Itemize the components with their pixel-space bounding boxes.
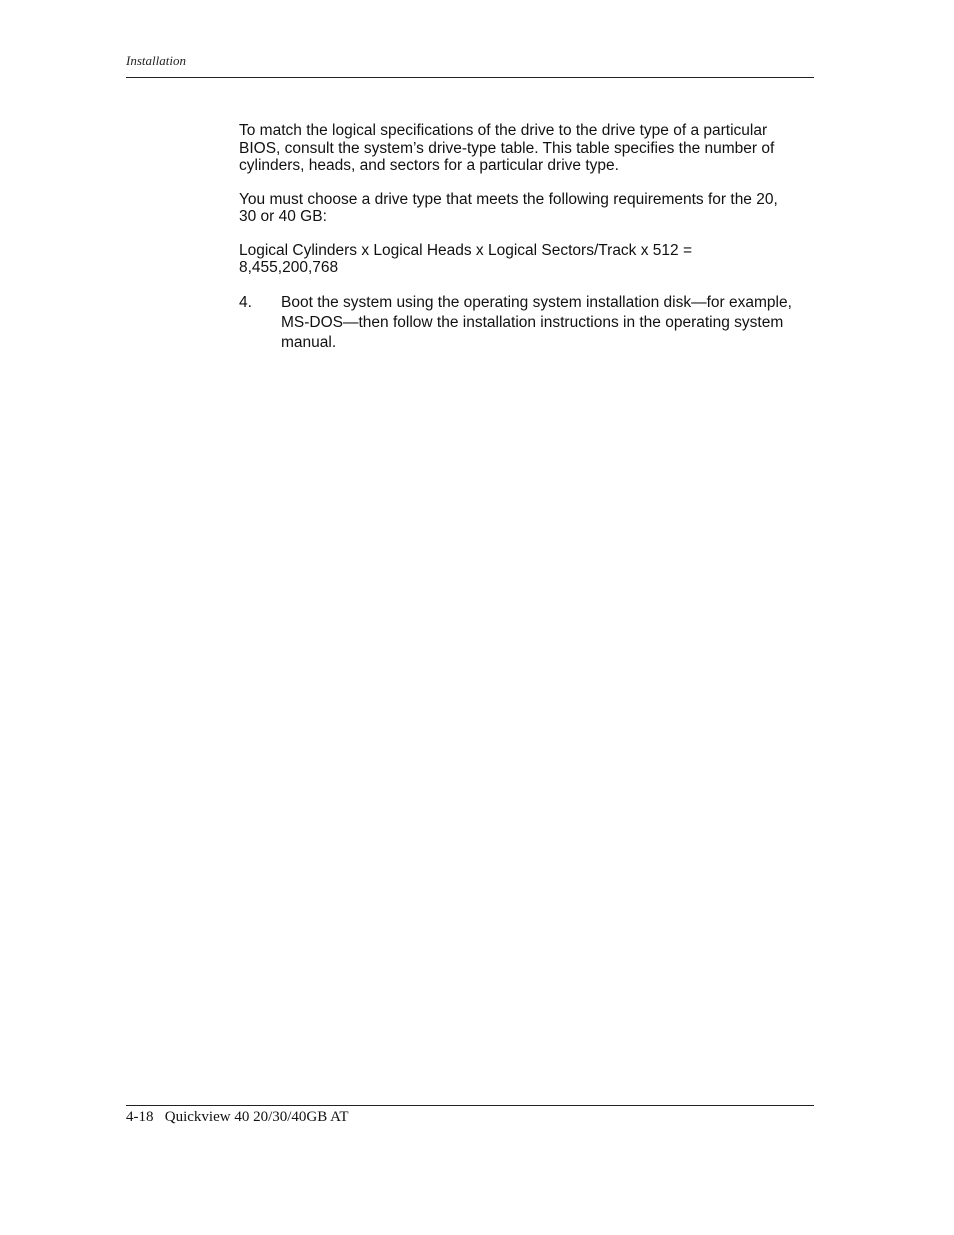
page-body bbox=[239, 122, 795, 353]
step-text: Boot the system using the operating system installation disk—for example, MS-DOS—then follow the installation instructions in the operating system manual. bbox=[281, 293, 792, 351]
header-rule bbox=[126, 77, 814, 78]
page-footer bbox=[126, 1109, 349, 1126]
step-number: 4. bbox=[239, 293, 252, 311]
paragraph-drive-type-table: To match the logical specifications of the drive to the drive type of a particular BIOS, consult the system’s drive-type table. This table specifies the number of cylinders, heads, and sectors for a particular drive type. bbox=[239, 122, 775, 174]
page-number: 4-18 bbox=[126, 1109, 154, 1125]
footer-rule bbox=[126, 1105, 814, 1106]
step-item bbox=[239, 293, 795, 353]
product-name: Quickview 40 20/30/40GB AT bbox=[164, 1109, 349, 1125]
paragraph-requirements: You must choose a drive type that meets the following requirements for the 20, 30 or 40 GB: bbox=[239, 190, 778, 225]
running-header: Installation bbox=[126, 53, 186, 68]
capacity-formula: Logical Cylinders x Logical Heads x Logical Sectors/Track x 512 = 8,455,200,768 bbox=[239, 241, 693, 276]
